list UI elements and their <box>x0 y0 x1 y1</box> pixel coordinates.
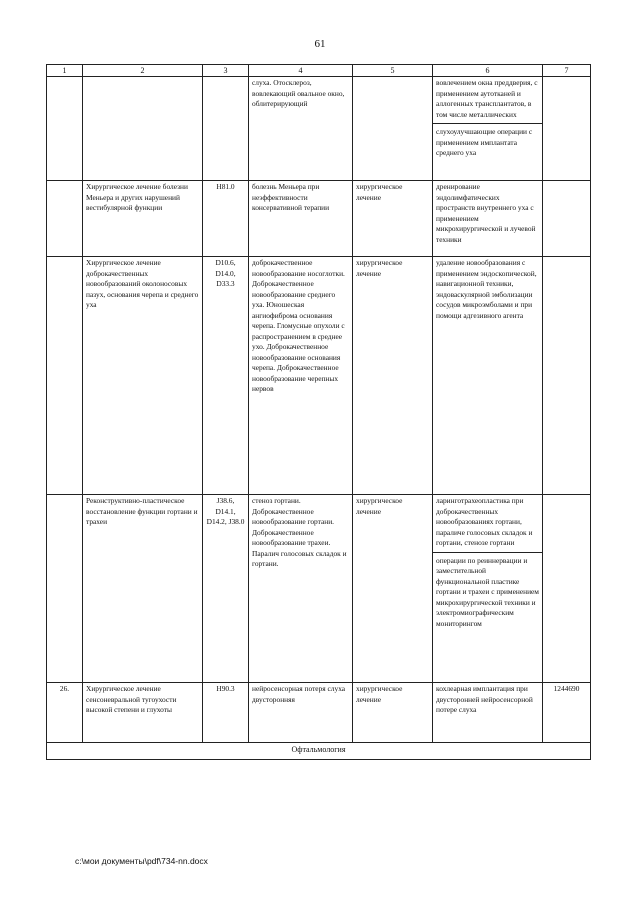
table-row <box>47 683 591 743</box>
row-treatment-cell: хирургическое лечение <box>353 181 433 257</box>
row-methods-cell <box>433 495 543 683</box>
row-treatment-cell: хирургическое лечение <box>353 257 433 495</box>
row-model-cell: доброкачественное новообразование носоглотки. Доброкачественное новообразование среднего уха. Юношеская ангиофиброма основания черепа. Гломусные опухоли с распространением в среднее ухо. Доброкачественное новообразование основания черепа. Доброкачественное новообразование черепных нервов <box>249 257 353 495</box>
row-price-cell <box>543 495 591 683</box>
method-item: вовлечением окна преддверия, с применением аутотканей и аллогенных трансплантатов, в том числе металлических <box>436 78 538 119</box>
col-number-5: 5 <box>353 65 433 77</box>
table-row <box>47 495 591 683</box>
file-path-footer: c:\мои документы\pdf\734-nn.docx <box>75 856 208 866</box>
row-number-cell <box>47 181 83 257</box>
row-treatment-cell: хирургическое лечение <box>353 683 433 743</box>
page-number: 61 <box>314 38 326 50</box>
row-methods-cell <box>433 181 543 257</box>
row-number-cell: 26. <box>47 683 83 743</box>
row-model-cell: болезнь Меньера при неэффективности консервативной терапии <box>249 181 353 257</box>
row-codes-cell: H81.0 <box>203 181 249 257</box>
row-number-cell <box>47 257 83 495</box>
row-name-cell: Реконструктивно-пластическое восстановление функции гортани и трахеи <box>83 495 203 683</box>
row-codes-cell: J38.6, D14.1, D14.2, J38.0 <box>203 495 249 683</box>
col-number-4: 4 <box>249 65 353 77</box>
method-item: дренирование эндолимфатических пространств внутреннего уха с применением микрохирургической и лучевой техники <box>436 182 536 244</box>
table-row <box>47 77 591 181</box>
method-item: удаление новообразования с применением эндоскопической, навигационной техники, эндоваскулярной эмболизации сосудов микроэмболами и при помощи адгезивного агента <box>436 258 537 320</box>
row-name-cell: Хирургическое лечение доброкачественных новообразований околоносовых пазух, основания черепа и среднего уха <box>83 257 203 495</box>
section-title: Офтальмология <box>47 743 591 760</box>
col-number-7: 7 <box>543 65 591 77</box>
method-item: слухоулучшающие операции с применением имплантата среднего уха <box>433 123 542 159</box>
row-codes-cell: H90.3 <box>203 683 249 743</box>
method-item: операции по реиннервации и заместительной функциональной пластике гортани и трахеи с применением микрохирургической техники и электромиографическим мониторингом <box>433 552 542 630</box>
method-item: ларинготрахеопластика при доброкачественных новообразованиях гортани, параличе голосовых складок и гортани, стенозе гортани <box>436 496 533 548</box>
section-row <box>47 743 591 760</box>
row-model-cell: нейросенсорная потеря слуха двусторонняя <box>249 683 353 743</box>
row-number-cell <box>47 495 83 683</box>
row-methods-cell <box>433 257 543 495</box>
col-number-3: 3 <box>203 65 249 77</box>
row-model-cell: стеноз гортани. Доброкачественное новообразование гортани. Доброкачественное новообразование трахеи. Паралич голосовых складок и гортани. <box>249 495 353 683</box>
column-number-row <box>47 65 591 77</box>
table-row <box>47 181 591 257</box>
row-treatment-cell <box>353 77 433 181</box>
table-row <box>47 257 591 495</box>
row-codes-cell: D10.6, D14.0, D33.3 <box>203 257 249 495</box>
row-name-cell: Хирургическое лечение сенсоневральной тугоухости высокой степени и глухоты <box>83 683 203 743</box>
col-number-6: 6 <box>433 65 543 77</box>
method-item: кохлеарная имплантация при двусторонней нейросенсорной потере слуха <box>436 684 533 715</box>
row-codes-cell <box>203 77 249 181</box>
row-price-cell <box>543 77 591 181</box>
row-number-cell <box>47 77 83 181</box>
row-methods-cell <box>433 77 543 181</box>
row-price-cell: 1244690 <box>543 683 591 743</box>
row-methods-cell <box>433 683 543 743</box>
procedures-table <box>46 64 591 760</box>
col-number-1: 1 <box>47 65 83 77</box>
row-model-cell: слуха. Отосклероз, вовлекающий овальное окно, облитерирующий <box>249 77 353 181</box>
col-number-2: 2 <box>83 65 203 77</box>
row-price-cell <box>543 257 591 495</box>
row-price-cell <box>543 181 591 257</box>
row-name-cell <box>83 77 203 181</box>
row-name-cell: Хирургическое лечение болезни Меньера и других нарушений вестибулярной функции <box>83 181 203 257</box>
row-treatment-cell: хирургическое лечение <box>353 495 433 683</box>
